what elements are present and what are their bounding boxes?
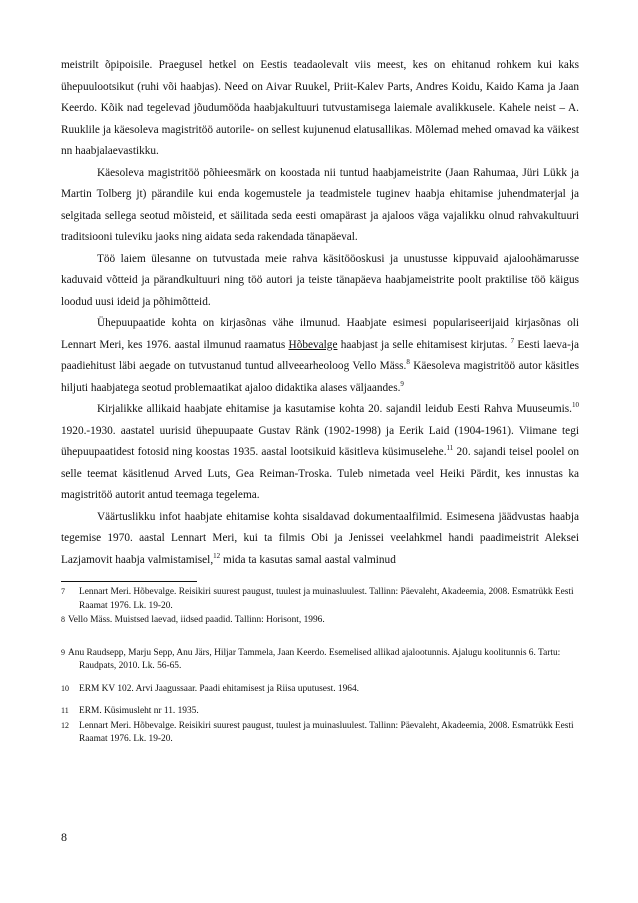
footnote: [61, 646, 579, 674]
paragraph: [61, 399, 579, 507]
paragraph: [61, 55, 579, 163]
page-number: 8: [61, 830, 67, 844]
footnote-reference: 12: [213, 551, 221, 560]
footnote-number: 12: [61, 720, 69, 730]
text-run: 1920.-1930. aastatel uurisid ühepuupaate Gustav Ränk (1902-1998) ja Eerik Laid (1904-1961). Viimane tegi ühepuupaatidest fotosid ning koostas 1935. aastal lootsikuid käsitleva küsimuselehe.: [61, 424, 579, 458]
footnote: [61, 682, 579, 697]
paragraph: [61, 507, 579, 572]
footnote-reference: 10: [572, 401, 579, 410]
footnote: [61, 613, 579, 628]
text-run: Kirjalikke allikaid haabjate ehitamise ja kasutamise kohta 20. sajandil leidub Eesti Rahva Muuseumis.: [97, 403, 572, 415]
text-run: Eesti laeva-ja paadiehitust läbi aegade on tutvustanud tuntud allveearheoloog Vello Mäss.: [61, 338, 579, 372]
footnote-text: ERM. Küsimusleht nr 11. 1935.: [79, 706, 199, 716]
footnote-reference: 9: [400, 379, 404, 388]
body-text: [61, 55, 579, 571]
paragraph: [61, 163, 579, 249]
text-run: haabjast ja selle ehitamisest kirjutas.: [337, 338, 511, 351]
paragraph: [61, 249, 579, 314]
footnote-number: 8: [61, 615, 65, 624]
paragraph: [61, 313, 579, 399]
footnote: [61, 585, 579, 613]
footnote-text: Lennart Meri. Hõbevalge. Reisikiri suurest paugust, tuulest ja muinasluulest. Tallinn: Päevaleht, Akadeemia, 2008. Esmatrükk Eesti Raamat 1976. Lk. 19-20.: [79, 587, 574, 611]
footnote-reference: 7: [510, 336, 515, 345]
text-run: 20. sajandi teisel poolel on selle teemat käsitlenud Arved Luts, Gea Reiman-Troska. Tuleb nimetada veel Heiki Pärdit, kes innustas ka magistritöö autorit antud teemaga tegelema.: [61, 446, 579, 501]
underlined-title: Hõbevalge: [288, 338, 338, 351]
footnote-text: Anu Raudsepp, Marju Sepp, Anu Järs, Hiljar Tammela, Jaan Keerdo. Esemelised allikad ajalootunnis. Ajalugu koolitunnis 6. Tartu: Raudpats, 2010. Lk. 56-65.: [68, 647, 561, 671]
footnotes: [61, 585, 579, 747]
footnote-reference: 11: [446, 444, 454, 453]
text-run: Käesoleva magistritöö põhieesmärk on koostada nii tuntud haabjameistrite (Jaan Rahumaa, Jüri Lükk ja Martin Tolberg jt) pärandile kui enda kogemustele ja teadmistele tuginev haabja ehitamise juhendmaterjal ja selgitada sellega seotud mõisteid, et säilitada seda eesti omapärast ja ajaloos väga vajalikku olnud rahvakultuuri traditsiooni tuleviku jaoks ning aidata seda rakendada tänapäeval.: [61, 166, 579, 243]
footnote: [61, 719, 579, 747]
footnote-separator: [61, 581, 197, 582]
footnote-text: ERM KV 102. Arvi Jaagussaar. Paadi ehitamisest ja Riisa uputusest. 1964.: [79, 683, 360, 694]
footnote: [61, 704, 579, 719]
footnote-text: Lennart Meri. Hõbevalge. Reisikiri suurest paugust, tuulest ja muinasluulest. Tallinn: Päevaleht, Akadeemia, 2008. Esmatrükk Eesti Raamat 1976. Lk. 19-20.: [79, 720, 574, 744]
footnote-number: 9: [61, 647, 65, 657]
footnote-number: 7: [61, 587, 65, 596]
text-run: Töö laiem ülesanne on tutvustada meie rahva käsitööoskusi ja unustusse kippuvaid ajaloohämarusse kaduvaid võtteid ja pärandkultuuri ning töö autori ja teiste tänapäeva haabjameistrite poolt praktilise töö käigus loodud uusi ideid ja põhimõtteid.: [61, 252, 579, 308]
text-run: Ühepuupaatide kohta on kirjasõnas vähe ilmunud. Haabjate esimesi populariseerijaid kirjasõnas oli Lennart Meri, kes 1976. aastal ilmunud raamatus: [61, 317, 579, 351]
text-run: meistrilt õpipoisile. Praegusel hetkel on Eestis teadaolevalt viis meest, kes on ehitanud rohkem kui kaks ühepuulootsikut (ruhi või haabjas). Need on Aivar Ruukel, Priit-Kalev Parts, Andres Koidu, Kaido Kama ja Jaan Keerdo. Kõik nad tegelevad jõudumööda haabjakultuuri tutvustamisega laiemale avalikkusele. Kahele neist – A. Ruuklile ja käesoleva magistritöö autorile- on sellest kujunenud elatusallikas. Mõlemad mehed omavad ka väikest nn haabjalaevastikku.: [61, 59, 579, 157]
footnote-text: Vello Mäss. Muistsed laevad, iidsed paadid. Tallinn: Horisont, 1996.: [68, 615, 325, 625]
document-page: [61, 55, 579, 747]
text-run: Väärtuslikku infot haabjate ehitamise kohta sisaldavad dokumentaalfilmid. Esimesena jäädvustas haabja tegemise 1970. aastal Lennart Meri, kui ta filmis Obi ja Jenissei veelahkmel handi paadimeistrit Aleksei Lazjamovit haabja valmistamisel,: [61, 510, 579, 566]
footnote-reference: 8: [406, 358, 410, 367]
footnote-number: 11: [61, 706, 69, 715]
text-run: mida ta kasutas samal aastal valminud: [220, 553, 396, 566]
footnote-number: 10: [61, 683, 69, 693]
text-run: Käesoleva magistritöö autor käsitles hiljuti haabjatega seotud problemaatikat ajaloo didaktika alases väljaandes.: [61, 360, 579, 394]
